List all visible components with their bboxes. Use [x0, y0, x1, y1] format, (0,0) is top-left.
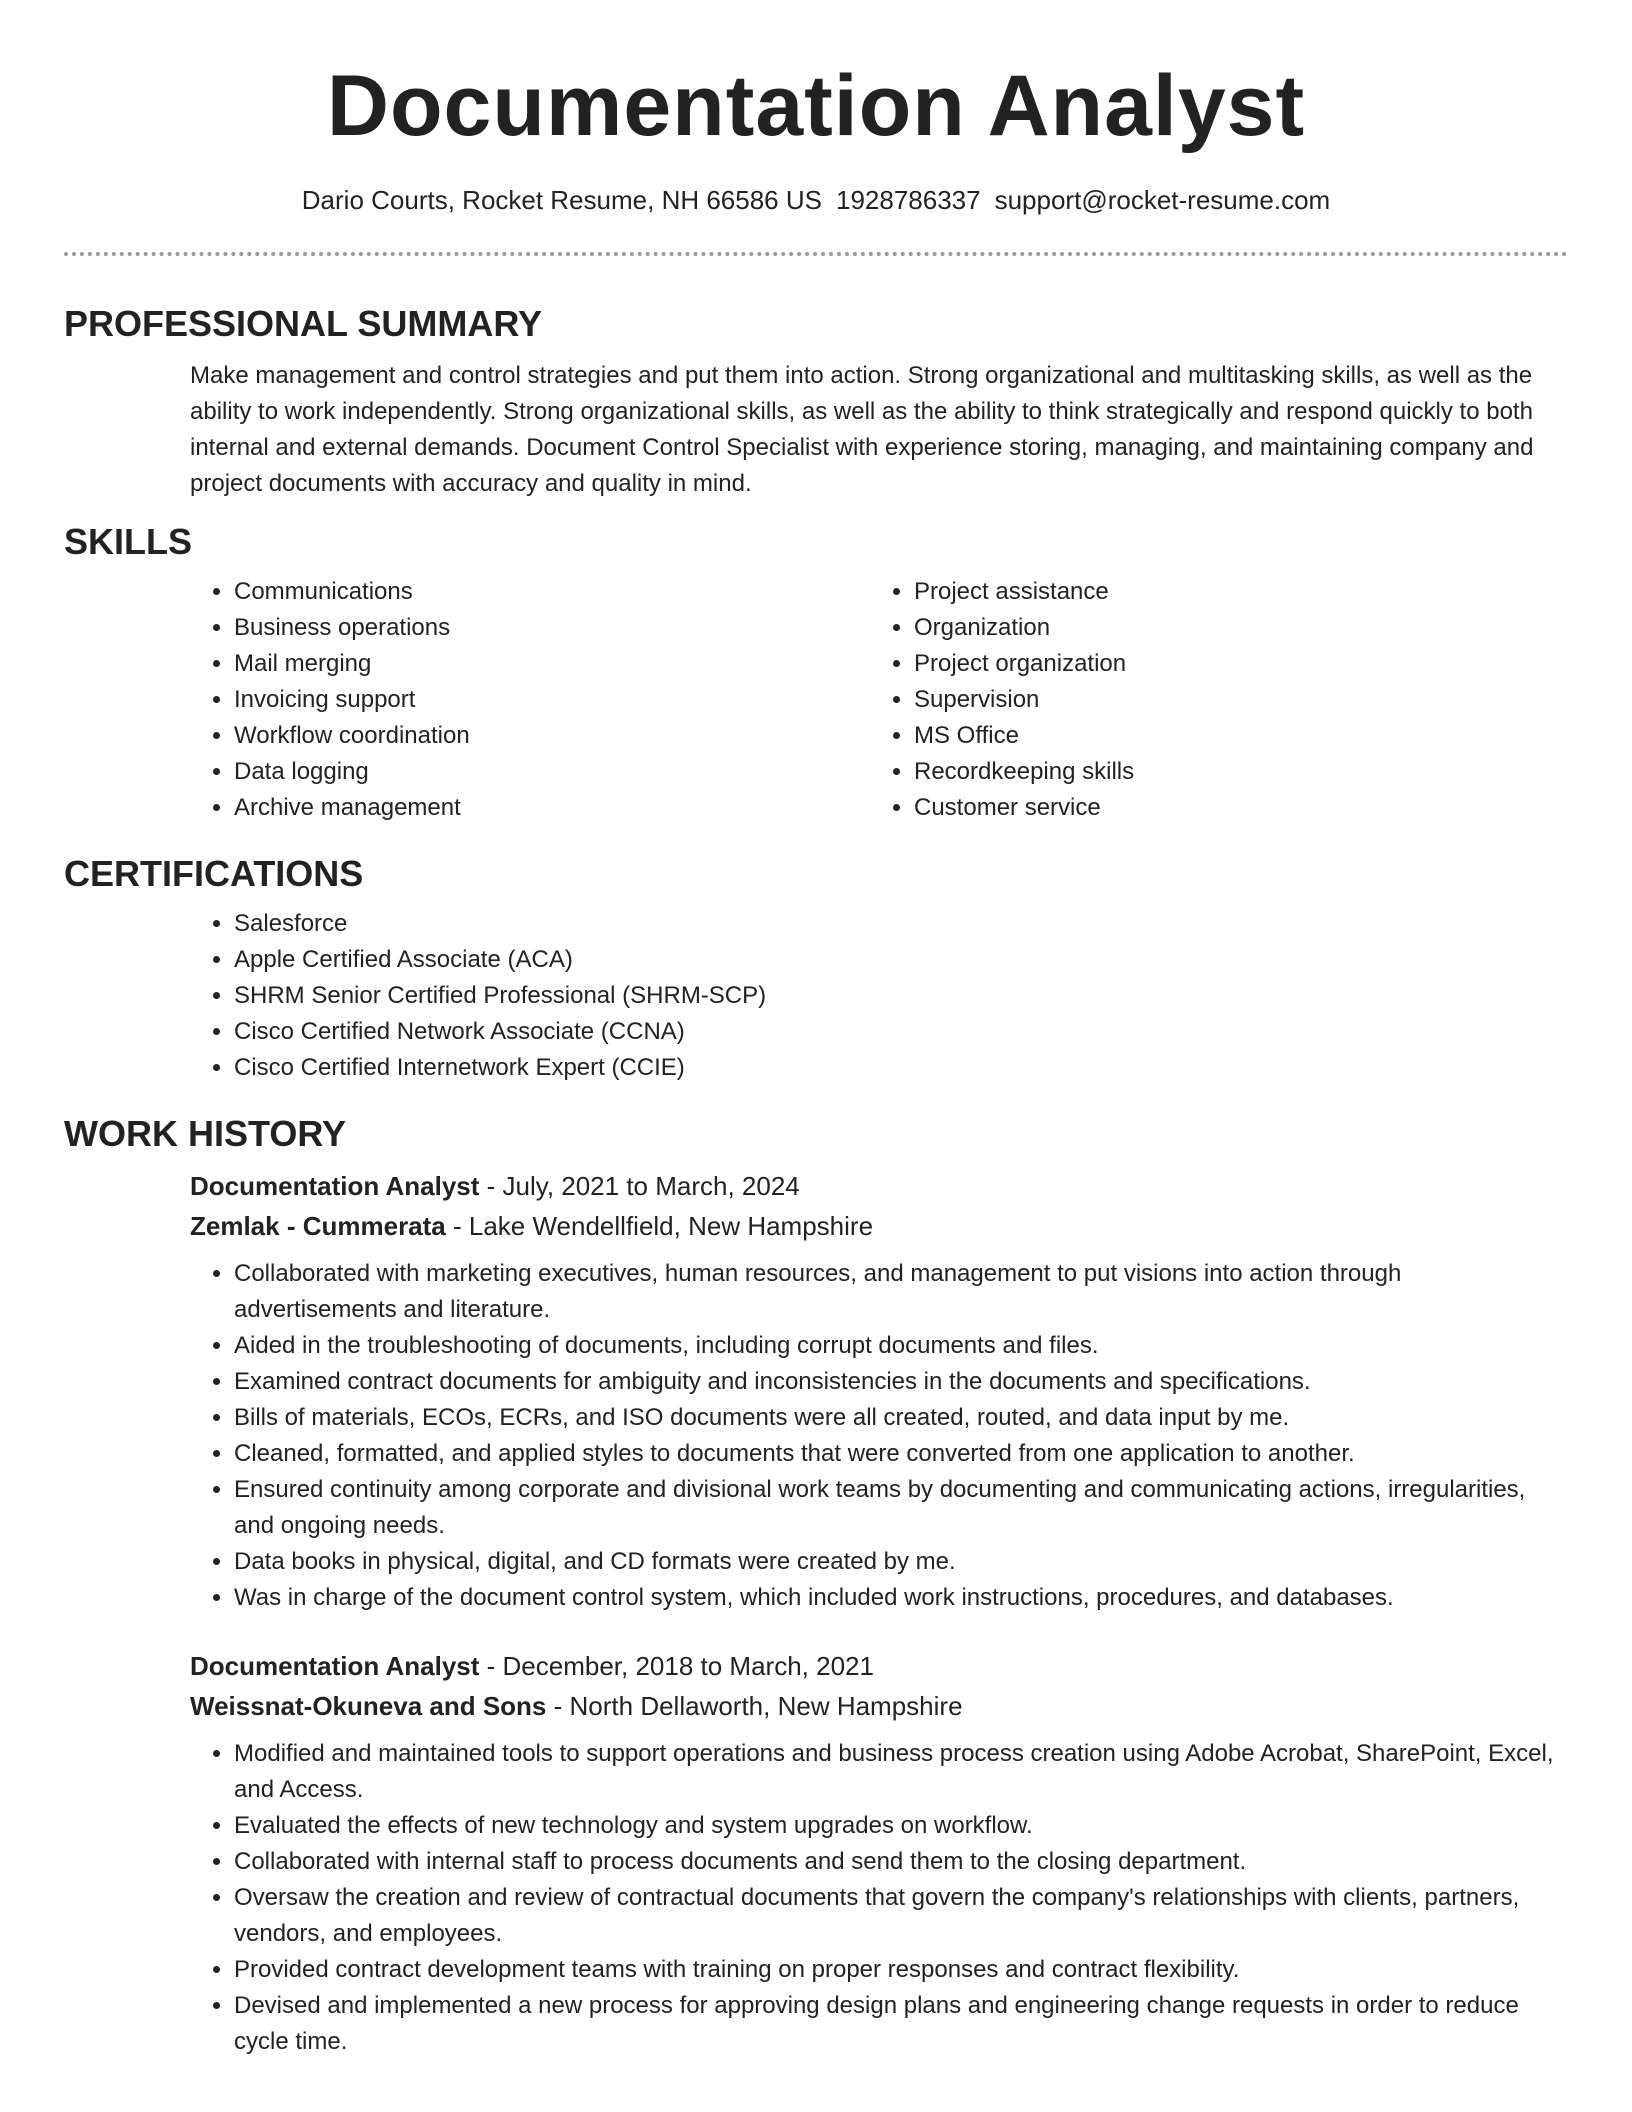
skills-column-left	[190, 574, 870, 826]
job-company-line	[190, 1686, 1568, 1726]
summary-title: PROFESSIONAL SUMMARY	[64, 303, 543, 344]
job-bullet: • Examined contract documents for ambiguity and inconsistencies in the documents and specifications.	[234, 1364, 1568, 1400]
job-role: Documentation Analyst	[190, 1171, 480, 1201]
skill-item: • Archive management	[234, 790, 870, 826]
skills-list-left	[190, 574, 870, 826]
job-bullet-list	[190, 1736, 1568, 2060]
job-company: Weissnat-Okuneva and Sons	[190, 1691, 547, 1721]
skill-item: • Business operations	[234, 610, 870, 646]
contact-line	[64, 184, 1568, 216]
header-divider	[64, 252, 1568, 256]
skill-item: • Customer service	[914, 790, 1550, 826]
job-bullet: • Provided contract development teams with training on proper responses and contract flexibility.	[234, 1952, 1568, 1988]
skill-item: • Project assistance	[914, 574, 1550, 610]
skill-item: • Invoicing support	[234, 682, 870, 718]
skill-item: • Communications	[234, 574, 870, 610]
skills-grid	[190, 574, 1568, 826]
skill-item: • Project organization	[914, 646, 1550, 682]
certification-item: • Salesforce	[234, 906, 1568, 942]
job-bullet-list	[190, 1256, 1568, 1616]
contact-address: Dario Courts, Rocket Resume, NH 66586 US	[301, 185, 822, 215]
skill-item: • Workflow coordination	[234, 718, 870, 754]
job-bullet: • Cleaned, formatted, and applied styles to documents that were converted from one application to another.	[234, 1436, 1568, 1472]
job-dates: - July, 2021 to March, 2024	[479, 1171, 800, 1201]
skill-item: • Data logging	[234, 754, 870, 790]
job-entry	[64, 1166, 1568, 1616]
certifications-title: CERTIFICATIONS	[64, 853, 364, 894]
certification-item: • Cisco Certified Network Associate (CCNA)	[234, 1014, 1568, 1050]
skills-list-right	[870, 574, 1550, 826]
certification-item: • Cisco Certified Internetwork Expert (CCIE)	[234, 1050, 1568, 1086]
resume-name: Documentation Analyst	[326, 58, 1306, 154]
job-location: - Lake Wendellfield, New Hampshire	[445, 1211, 874, 1241]
skill-item: • MS Office	[914, 718, 1550, 754]
job-role: Documentation Analyst	[190, 1651, 480, 1681]
contact-email: support@rocket-resume.com	[994, 185, 1331, 215]
job-bullet: • Evaluated the effects of new technology and system upgrades on workflow.	[234, 1808, 1568, 1844]
job-bullet: • Was in charge of the document control system, which included work instructions, procedures, and databases.	[234, 1580, 1568, 1616]
job-dates: - December, 2018 to March, 2021	[479, 1651, 874, 1681]
skills-title: SKILLS	[64, 521, 193, 562]
job-bullet: • Oversaw the creation and review of contractual documents that govern the company's relationships with clients, partners, vendors, and employees.	[234, 1880, 1568, 1952]
job-bullet: • Modified and maintained tools to support operations and business process creation using Adobe Acrobat, SharePoint, Excel, and Access.	[234, 1736, 1568, 1808]
skill-item: • Mail merging	[234, 646, 870, 682]
job-bullet: • Aided in the troubleshooting of documents, including corrupt documents and files.	[234, 1328, 1568, 1364]
certifications-section	[64, 852, 1568, 1086]
job-title-line	[190, 1166, 1568, 1206]
job-title-line	[190, 1646, 1568, 1686]
skills-column-right	[870, 574, 1550, 826]
job-bullet: • Collaborated with internal staff to process documents and send them to the closing department.	[234, 1844, 1568, 1880]
work-history-section	[64, 1112, 1568, 2060]
contact-phone: 1928786337	[835, 185, 981, 215]
job-bullet: • Ensured continuity among corporate and divisional work teams by documenting and communicating actions, irregularities, and ongoing needs.	[234, 1472, 1568, 1544]
job-bullet: • Devised and implemented a new process for approving design plans and engineering change requests in order to reduce cycle time.	[234, 1988, 1568, 2060]
skill-item: • Supervision	[914, 682, 1550, 718]
certifications-list	[190, 906, 1568, 1086]
job-bullet: • Collaborated with marketing executives, human resources, and management to put visions into action through advertisements and literature.	[234, 1256, 1568, 1328]
certification-item: • SHRM Senior Certified Professional (SHRM-SCP)	[234, 978, 1568, 1014]
job-entry	[64, 1646, 1568, 2060]
job-bullet: • Data books in physical, digital, and CD formats were created by me.	[234, 1544, 1568, 1580]
job-company-line	[190, 1206, 1568, 1246]
certification-item: • Apple Certified Associate (ACA)	[234, 942, 1568, 978]
skill-item: • Organization	[914, 610, 1550, 646]
skills-section	[64, 520, 1568, 826]
work-history-title: WORK HISTORY	[64, 1113, 347, 1154]
job-bullet: • Bills of materials, ECOs, ECRs, and ISO documents were all created, routed, and data input by me.	[234, 1400, 1568, 1436]
summary-text: Make management and control strategies and put them into action. Strong organizational and multitasking skills, as well as the ability to work independently. Strong organizational skills, as well as the ability to think strategically and respond quickly to both internal and external demands. Document Control Specialist with experience storing, managing, and maintaining company and project documents with accuracy and quality in mind.	[190, 362, 1534, 497]
job-company: Zemlak - Cummerata	[190, 1211, 446, 1241]
skill-item: • Recordkeeping skills	[914, 754, 1550, 790]
summary-section	[64, 302, 1568, 502]
job-location: - North Dellaworth, New Hampshire	[546, 1691, 963, 1721]
